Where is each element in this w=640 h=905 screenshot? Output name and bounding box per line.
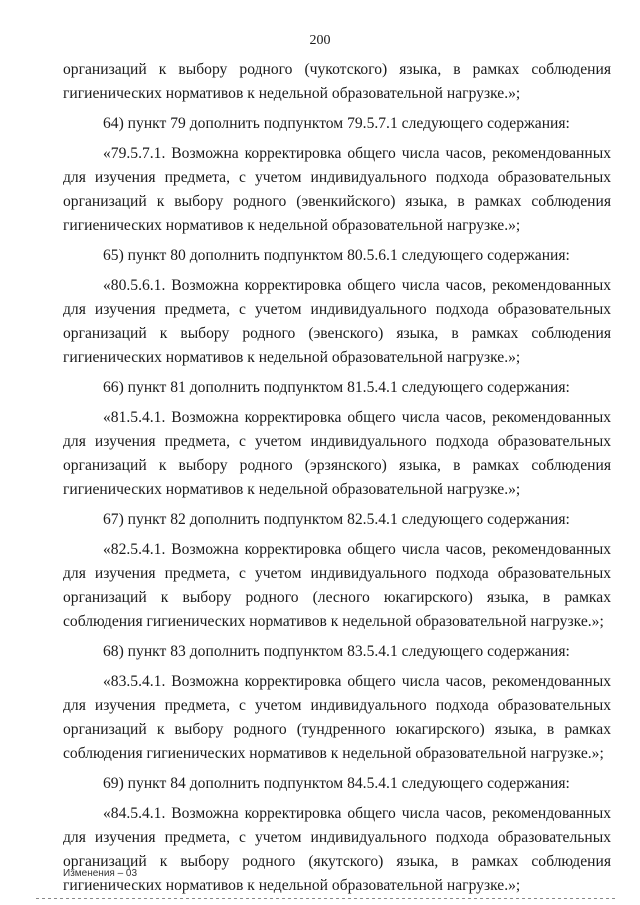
amendment-text: «83.5.4.1. Возможна корректировка общего числа часов, рекомендованных для изучения предмета, с учетом индивидуального подхода образовательных организаций к выбору родного (тундренного юкагирского) языка, в рамках соблюдения гигиенических нормативов к недельной образовательной нагрузке.»; (63, 673, 611, 762)
amendment-text: «84.5.4.1. Возможна корректировка общего числа часов, рекомендованных для изучения предмета, с учетом индивидуального подхода образовательных организаций к выбору родного (якутского) языка, в рамках соблюдения гигиенических нормативов к недельной образовательной нагрузке.»; (63, 805, 611, 894)
amendment-instruction: 66) пункт 81 дополнить подпунктом 81.5.4.1 следующего содержания: (103, 379, 570, 396)
scan-edge-divider (36, 898, 616, 899)
amendment-instruction: 69) пункт 84 дополнить подпунктом 84.5.4.1 следующего содержания: (103, 775, 570, 792)
paragraph-continuation: организаций к выбору родного (чукотского) языка, в рамках соблюдения гигиенических нормативов к недельной образовательной нагрузке.»; (63, 61, 611, 102)
amendment-text: «79.5.7.1. Возможна корректировка общего числа часов, рекомендованных для изучения предмета, с учетом индивидуального подхода образовательных организаций к выбору родного (эвенкийского) языка, в рамках соблюдения гигиенических нормативов к недельной образовательной нагрузке.»; (63, 145, 611, 234)
amendment-text: «82.5.4.1. Возможна корректировка общего числа часов, рекомендованных для изучения предмета, с учетом индивидуального подхода образовательных организаций к выбору родного (лесного юкагирского) языка, в рамках соблюдения гигиенических нормативов к недельной образовательной нагрузке.»; (63, 541, 611, 630)
amendment-instruction: 65) пункт 80 дополнить подпунктом 80.5.6.1 следующего содержания: (103, 247, 570, 264)
footer-revision: Изменения – 03 (63, 868, 138, 879)
amendment-instruction: 64) пункт 79 дополнить подпунктом 79.5.7.1 следующего содержания: (103, 115, 570, 132)
amendment-text: «81.5.4.1. Возможна корректировка общего числа часов, рекомендованных для изучения предмета, с учетом индивидуального подхода образовательных организаций к выбору родного (эрзянского) языка, в рамках соблюдения гигиенических нормативов к недельной образовательной нагрузке.»; (63, 409, 611, 498)
page-number: 200 (309, 33, 331, 48)
amendment-instruction: 68) пункт 83 дополнить подпунктом 83.5.4.1 следующего содержания: (103, 643, 570, 660)
document-body (63, 58, 611, 898)
amendment-text: «80.5.6.1. Возможна корректировка общего числа часов, рекомендованных для изучения предмета, с учетом индивидуального подхода образовательных организаций к выбору родного (эвенского) языка, в рамках соблюдения гигиенических нормативов к недельной образовательной нагрузке.»; (63, 277, 611, 366)
amendment-instruction: 67) пункт 82 дополнить подпунктом 82.5.4.1 следующего содержания: (103, 511, 570, 528)
